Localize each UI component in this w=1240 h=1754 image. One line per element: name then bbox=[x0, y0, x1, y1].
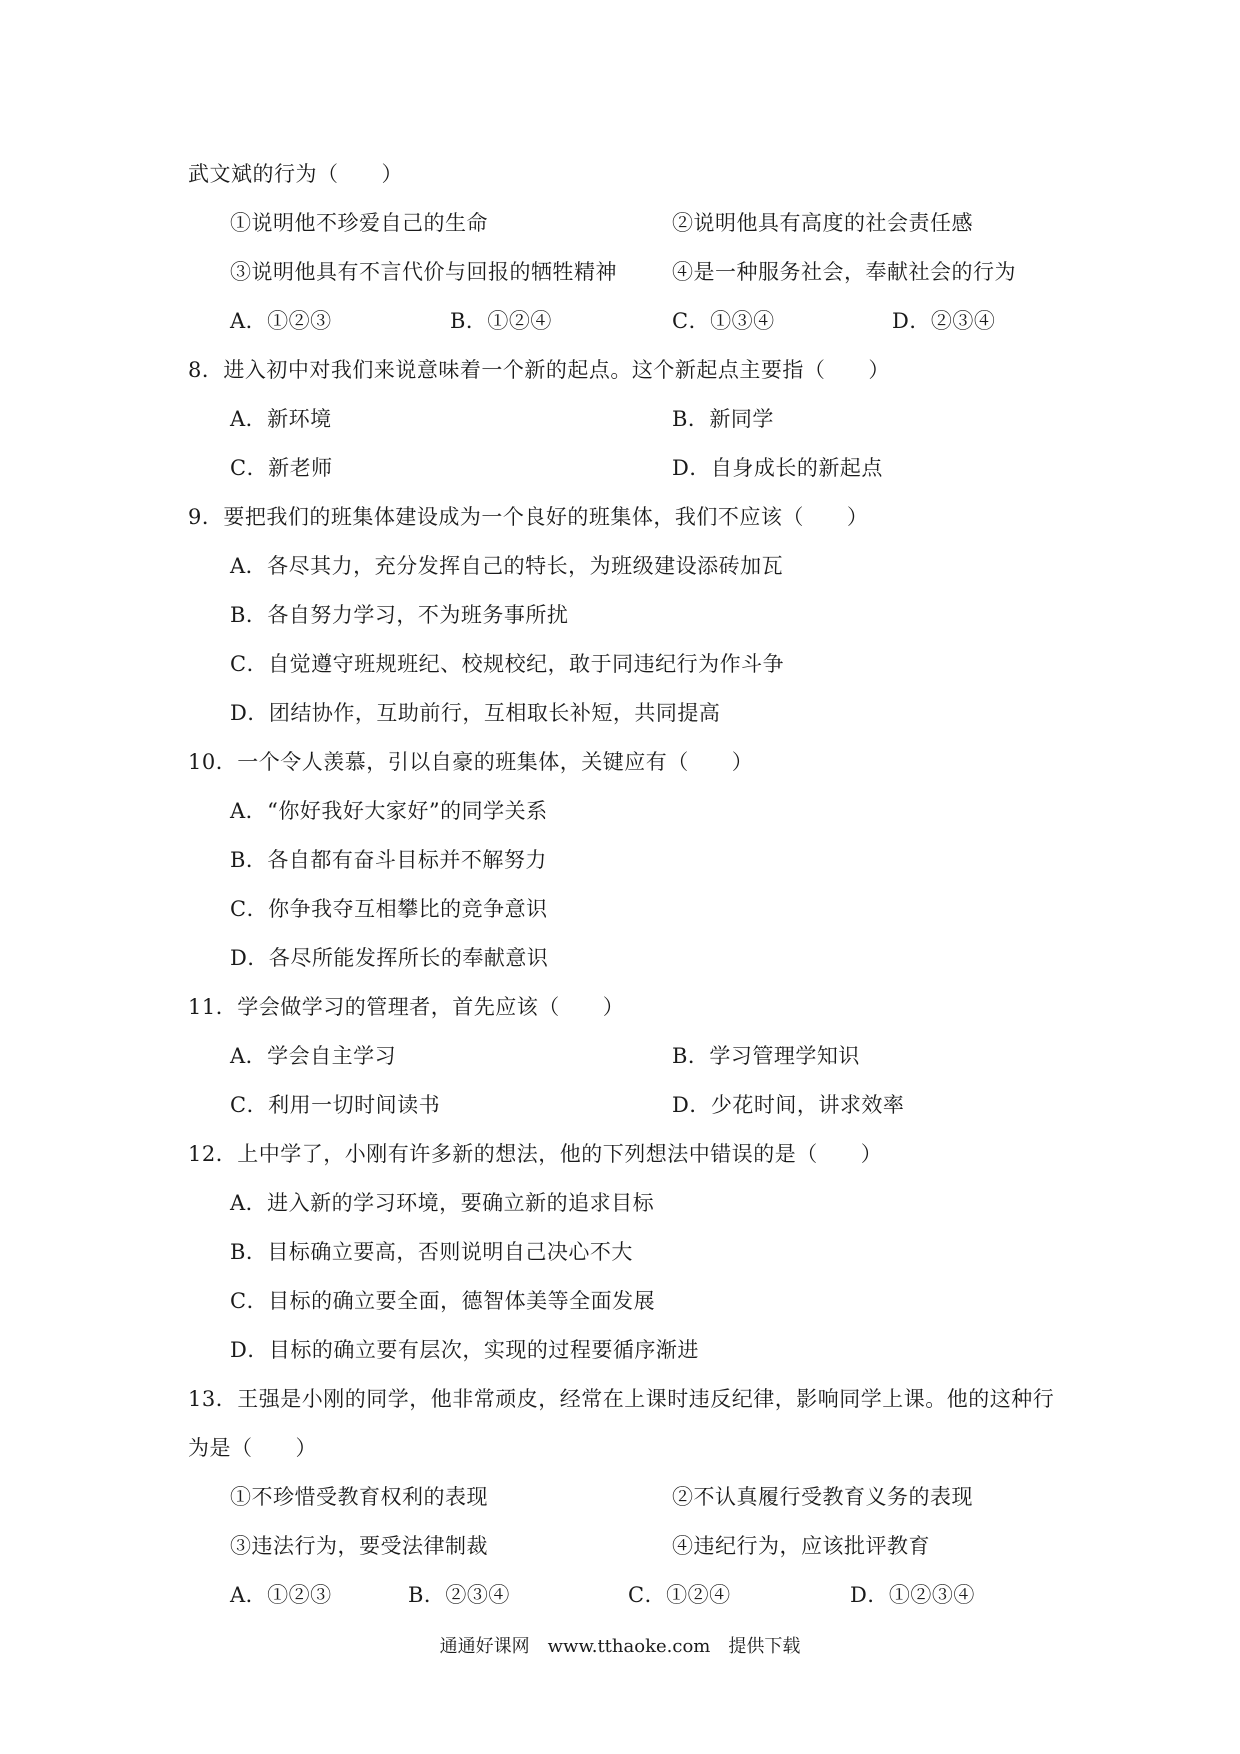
question-7-option-a: A．①②③ bbox=[230, 309, 332, 333]
question-9-option-d: D．团结协作，互助前行，互相取长补短，共同提高 bbox=[230, 701, 721, 725]
question-12-option-c: C．目标的确立要全面，德智体美等全面发展 bbox=[230, 1289, 656, 1313]
question-11-option-a: A．学会自主学习 bbox=[230, 1044, 397, 1068]
question-9-option-a: A．各尽其力，充分发挥自己的特长，为班级建设添砖加瓦 bbox=[230, 554, 784, 578]
question-13-statement-1: ①不珍惜受教育权利的表现 bbox=[230, 1485, 488, 1509]
question-9-option-b: B．各自努力学习，不为班务事所扰 bbox=[230, 603, 569, 627]
question-10-option-c: C．你争我夺互相攀比的竞争意识 bbox=[230, 897, 548, 921]
question-12-stem: 12．上中学了，小刚有许多新的想法，他的下列想法中错误的是（ ） bbox=[188, 1142, 883, 1166]
question-7-statement-4: ④是一种服务社会，奉献社会的行为 bbox=[672, 260, 1016, 284]
question-11-option-d: D．少花时间，讲求效率 bbox=[672, 1093, 905, 1117]
question-7-option-c: C．①③④ bbox=[672, 309, 775, 333]
question-13-option-d: D．①②③④ bbox=[850, 1583, 975, 1607]
question-7-statement-2: ②说明他具有高度的社会责任感 bbox=[672, 211, 973, 235]
question-12-option-a: A．进入新的学习环境，要确立新的追求目标 bbox=[230, 1191, 655, 1215]
question-13-statement-4: ④违纪行为，应该批评教育 bbox=[672, 1534, 930, 1558]
question-8-option-d: D．自身成长的新起点 bbox=[672, 456, 883, 480]
question-10-stem: 10．一个令人羡慕，引以自豪的班集体，关键应有（ ） bbox=[188, 750, 754, 774]
question-8-option-b: B．新同学 bbox=[672, 407, 774, 431]
question-13-statement-2: ②不认真履行受教育义务的表现 bbox=[672, 1485, 973, 1509]
question-8-option-c: C．新老师 bbox=[230, 456, 333, 480]
question-8-option-a: A．新环境 bbox=[230, 407, 332, 431]
question-9-option-c: C．自觉遵守班规班纪、校规校纪，敢于同违纪行为作斗争 bbox=[230, 652, 785, 676]
question-9-stem: 9．要把我们的班集体建设成为一个良好的班集体，我们不应该（ ） bbox=[188, 505, 869, 529]
question-13-statement-3: ③违法行为，要受法律制裁 bbox=[230, 1534, 488, 1558]
question-11-stem: 11．学会做学习的管理者，首先应该（ ） bbox=[188, 995, 625, 1019]
question-13-option-b: B．②③④ bbox=[408, 1583, 510, 1607]
question-12-option-b: B．目标确立要高，否则说明自己决心不大 bbox=[230, 1240, 633, 1264]
question-13-stem-line-2: 为是（ ） bbox=[188, 1436, 317, 1460]
question-11-option-c: C．利用一切时间读书 bbox=[230, 1093, 441, 1117]
question-11-option-b: B．学习管理学知识 bbox=[672, 1044, 860, 1068]
page-footer: 通通好课网 www.tthaoke.com 提供下载 bbox=[439, 1636, 801, 1657]
question-7-statement-3: ③说明他具有不言代价与回报的牺牲精神 bbox=[230, 260, 617, 284]
question-10-option-d: D．各尽所能发挥所长的奉献意识 bbox=[230, 946, 549, 970]
question-10-option-a: A．“你好我好大家好”的同学关系 bbox=[230, 799, 548, 823]
question-7-stem-continuation: 武文斌的行为（ ） bbox=[188, 162, 403, 186]
question-10-option-b: B．各自都有奋斗目标并不解努力 bbox=[230, 848, 547, 872]
question-7-statement-1: ①说明他不珍爱自己的生命 bbox=[230, 211, 488, 235]
question-7-option-b: B．①②④ bbox=[450, 309, 552, 333]
question-13-option-a: A．①②③ bbox=[230, 1583, 332, 1607]
question-13-stem-line-1: 13．王强是小刚的同学，他非常顽皮，经常在上课时违反纪律，影响同学上课。他的这种行 bbox=[188, 1387, 1055, 1411]
question-8-stem: 8．进入初中对我们来说意味着一个新的起点。这个新起点主要指（ ） bbox=[188, 358, 890, 382]
question-13-option-c: C．①②④ bbox=[628, 1583, 731, 1607]
question-7-option-d: D．②③④ bbox=[892, 309, 996, 333]
question-12-option-d: D．目标的确立要有层次，实现的过程要循序渐进 bbox=[230, 1338, 699, 1362]
